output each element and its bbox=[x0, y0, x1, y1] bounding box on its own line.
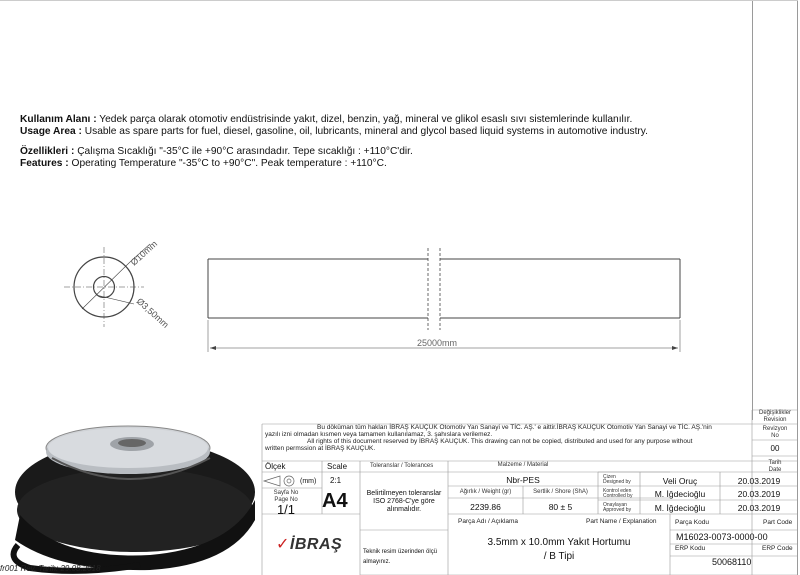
part-code-en-header: Part Code bbox=[763, 519, 793, 526]
weight-header: Ağırlık / Weight (gr) bbox=[459, 489, 512, 495]
outer-diameter-label: Ø10mm bbox=[128, 238, 160, 268]
tolerance-text: Belirtilmeyen toleranslar ISO 2768-C'ye göre alınmalıdır. bbox=[366, 490, 442, 513]
revision-value: 00 bbox=[770, 444, 780, 453]
controlled-by-label: Kontrol eden Controlled by bbox=[603, 488, 633, 499]
part-code-tr-header: Parça Kodu bbox=[675, 519, 709, 526]
projection-symbol-icon bbox=[264, 476, 294, 486]
scale-tr-label: Ölçek bbox=[265, 462, 286, 471]
features-tr-label: Özellikleri : bbox=[20, 146, 75, 157]
designed-by-name: Veli Oruç bbox=[662, 476, 698, 486]
weight-value: 2239.86 bbox=[470, 502, 501, 512]
part-name-value: 3.5mm x 10.0mm Yakıt Hortumu / B Tipi bbox=[487, 537, 631, 562]
scale-en-label: Scale bbox=[327, 462, 348, 471]
hose-reel-image bbox=[14, 426, 255, 571]
usage-en-label: Usage Area : bbox=[20, 126, 82, 137]
controlled-date: 20.03.2019 bbox=[737, 489, 781, 499]
unit-label: (mm) bbox=[300, 478, 317, 485]
erp-en-header: ERP Code bbox=[762, 545, 793, 552]
features-tr-text: Çalışma Sıcaklığı "-35°C ile +90°C arasındadır. Tepe sıcaklığı : +110°C'dir. bbox=[74, 146, 413, 157]
drawing-note: Teknik resim üzerinden ölçü almayınız. bbox=[363, 549, 438, 565]
approved-by-label: Onaylayan Approved by bbox=[603, 502, 632, 513]
page-no-header: Sayfa No Page No bbox=[273, 490, 299, 503]
usage-tr-text: Yedek parça olarak otomotiv endüstrisinde yakıt, dizel, benzin, yağ, mineral ve glikol esaslı sıvı sistemlerinde kullanılır. bbox=[96, 114, 633, 125]
material-header: Malzeme / Material bbox=[497, 462, 549, 468]
material-value: Nbr-PES bbox=[506, 475, 540, 485]
erp-value: 50068110 bbox=[712, 557, 752, 567]
features-en-text: Operating Temperature "-35°C to +90°C". Peak temperature : +110°C. bbox=[68, 158, 387, 169]
approved-date: 20.03.2019 bbox=[737, 503, 781, 513]
part-name-en-header: Part Name / Explanation bbox=[586, 518, 657, 525]
controlled-by-name: M. İğdecioğlu bbox=[654, 489, 706, 499]
hardness-header: Sertlik / Shore (ShA) bbox=[533, 489, 588, 495]
usage-tr-label: Kullanım Alanı : bbox=[20, 114, 97, 125]
scale-value: 2:1 bbox=[330, 476, 342, 485]
copyright-notice: Bu döküman tüm hakları İBRAŞ KAUÇUK Otomotiv Yan Sanayi ve TİC. AŞ.' e aittir.İBRAŞ KAUÇUK Otomotiv Yan Sanayi ve TİC. AŞ.'nin yazılı izni olmadan kısmen veya tamamen kullanılamaz, 3. şahıslara verilemez. All rights of this document reserved by İBRAŞ KAUÇUK. This drawing can not be copied, distributed and used for any purpose without written permssion at İBRAŞ KAUÇUK. bbox=[265, 424, 712, 452]
features-en-label: Features : bbox=[20, 158, 69, 169]
revision-no-header: Revizyon No bbox=[762, 426, 788, 439]
date-header: Tarih Date bbox=[768, 460, 782, 473]
page-value: 1/1 bbox=[276, 502, 296, 517]
inner-diameter-label: Ø3,50mm bbox=[134, 296, 171, 330]
paper-size: A4 bbox=[322, 490, 348, 512]
inner-dim-leader bbox=[96, 295, 134, 304]
usage-en-text: Usable as spare parts for fuel, diesel, gasoline, oil, lubricants, mineral and glycol based liquid systems in automotive industry. bbox=[81, 126, 648, 137]
form-revision-footer: fr001 Rev. Tarih: 29.08.2018 bbox=[0, 564, 101, 573]
approved-by-name: M. İğdecioğlu bbox=[654, 503, 706, 513]
length-label: 25000mm bbox=[417, 338, 458, 348]
outer-dim-leader bbox=[82, 262, 130, 309]
tolerance-header: Toleranslar / Tolerances bbox=[370, 463, 434, 469]
company-logo: ✓İBRAŞ bbox=[276, 536, 343, 553]
designed-date: 20.03.2019 bbox=[737, 476, 781, 486]
hardness-value: 80 ± 5 bbox=[548, 502, 573, 512]
part-code-value: M16023-0073-0000-00 bbox=[676, 532, 768, 542]
part-name-tr-header: Parça Adı / Açıklama bbox=[458, 518, 518, 525]
revision-changes-header: Değişiklikler Revision bbox=[758, 410, 791, 423]
erp-tr-header: ERP Kodu bbox=[675, 545, 706, 552]
designed-by-label: Çizen Designed by bbox=[603, 474, 631, 485]
side-view bbox=[208, 248, 680, 352]
